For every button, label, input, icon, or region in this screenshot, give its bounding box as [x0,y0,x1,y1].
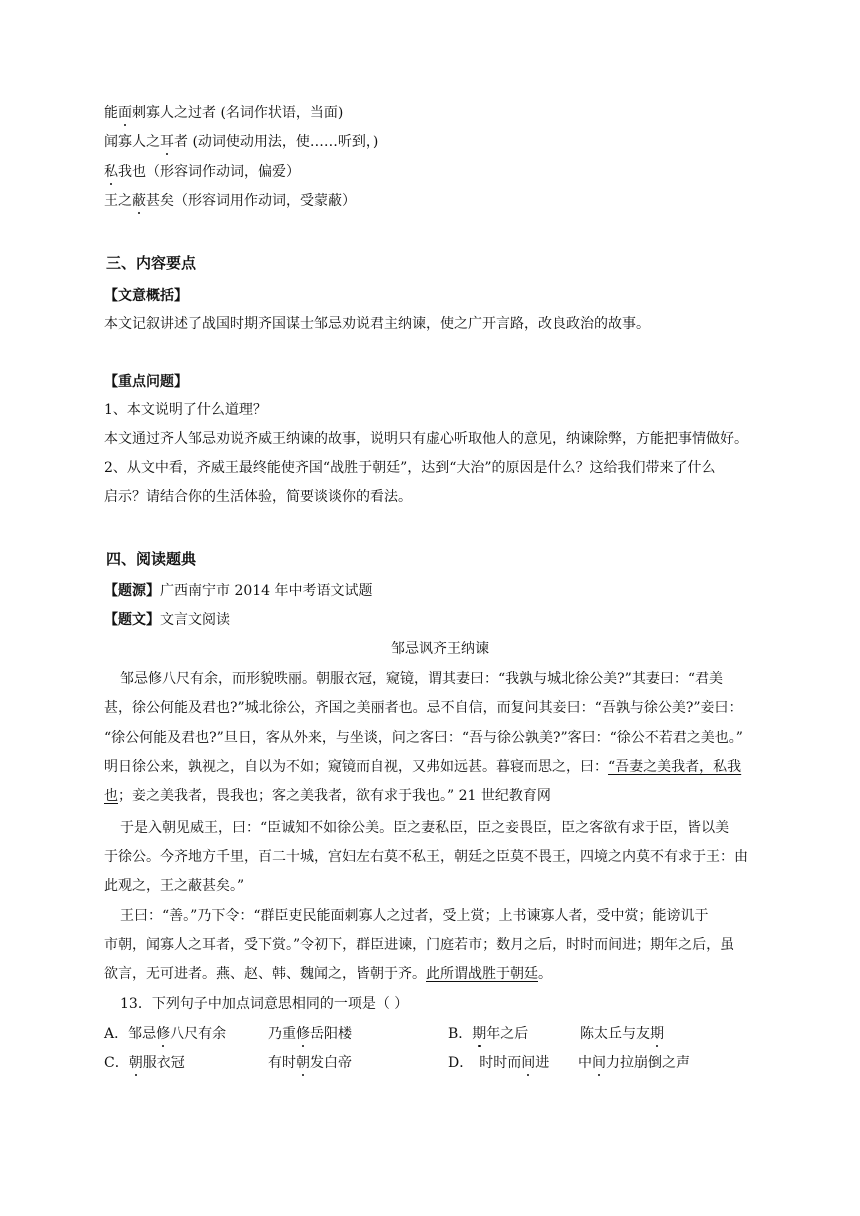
text: 能 [104,105,118,121]
key-questions-label: 【重点问题】 [104,374,188,390]
source-line [104,581,373,601]
dotted-char: 期 [472,1026,487,1042]
text: 刺寡人之过者 (名词作状语，当面) [132,105,344,121]
dotted-char: 期 [650,1026,664,1042]
passage-p3-line-2: 市朝，闻寡人之耳者，受下赏。”令初下，群臣进谏，门庭若市；数月之后，时时而间进；期年之后，虽 [104,937,735,953]
dotted-char: 蔽 [132,193,146,209]
section-4-heading: 四、阅读题典 [106,550,197,568]
text: 明日徐公来，孰视之，自以为不如；窥镜而自视，又弗如远甚。暮寝而思之，曰： [104,759,608,775]
vocab-line-4 [104,191,356,211]
option-c-second [268,1053,352,1073]
dotted-char: 修 [296,1026,310,1042]
option-b-second [580,1024,664,1044]
text: 八尺有余 [170,1026,227,1042]
text: 陈太丘与友 [580,1026,650,1042]
text-label: 【题文】 [104,612,160,628]
text: 发白帝 [310,1055,352,1071]
dotted-char: 朝 [128,1055,143,1071]
question-2-line-2: 启示？请结合你的生活体验，简要谈谈你的看法。 [104,489,412,505]
option-d-second [578,1053,690,1073]
dotted-char: 间 [592,1055,606,1071]
text: 中 [578,1055,592,1071]
dotted-char: 间 [521,1055,536,1071]
vocab-line-1 [104,103,343,123]
option-a [104,1024,226,1044]
text: 时时而 [479,1055,522,1071]
text: 我也（形容词作动词，偏爱） [118,164,300,180]
option-b [448,1024,528,1044]
option-d [448,1053,549,1073]
text: 闻寡人之 [104,134,160,150]
text-type: 文言文阅读 [160,612,230,628]
passage-p1-line-5 [104,786,551,806]
option-a-second [268,1024,352,1044]
passage-p3-line-1: 王曰：“善。”乃下令：“群臣吏民能面刺寡人之过者，受上赏；上书谏寡人者，受中赏；能谤讥于 [120,908,709,924]
option-label: B． [448,1026,473,1042]
underlined-text: 此所谓战胜于朝廷 [426,966,538,982]
dotted-char: 修 [156,1026,171,1042]
source-label: 【题源】 [104,583,160,599]
passage-p1-line-1: 邹忌修八尺有余，而形貌昳丽。朝服衣冠，窥镜，谓其妻曰：“我孰与城北徐公美?”其妻曰：“君美 [120,671,723,687]
answer-1: 本文通过齐人邹忌劝说齐威王纳谏的故事，说明只有虚心听取他人的意见，纳谏除弊，方能把事情做好。 [104,431,748,447]
passage-p1-line-4 [104,757,741,777]
option-label: A． [104,1026,129,1042]
dotted-char: 面 [118,105,132,121]
passage-p1-line-2: 甚，徐公何能及君也?”城北徐公，齐国之美丽者也。忌不自信，而复问其妾曰：“吾孰与徐公美?”妾曰： [104,700,743,716]
summary-text: 本文记叙讲述了战国时期齐国谋士邹忌劝说君主纳谏，使之广开言路，改良政治的故事。 [104,316,650,332]
text: 年之后 [486,1026,529,1042]
question-2-line-1: 2、从文中看，齐威王最终能使齐国“战胜于朝廷”，达到“大治”的原因是什么？这给我们带来了什么 [104,460,716,476]
vocab-line-3 [104,162,300,182]
text: 力拉崩倒之声 [606,1055,690,1071]
text: 欲言，无可进者。燕、赵、韩、魏闻之，皆朝于齐。 [104,966,426,982]
passage-title: 邹忌讽齐王纳谏 [391,641,489,657]
passage-p3-line-3 [104,964,552,984]
text: 者 (动词使动用法，使……听到，) [174,134,379,150]
text-type-line [104,610,230,630]
question-1: 1、本文说明了什么道理？ [104,402,267,418]
text: 甚矣（形容词用作动词，受蒙蔽） [146,193,356,209]
text: 服衣冠 [142,1055,185,1071]
text: 进 [535,1055,550,1071]
text: 有时 [268,1055,296,1071]
dotted-char: 耳 [160,134,174,150]
passage-p1-line-3: “徐公何能及君也?”旦日，客从外来，与坐谈，问之客曰：“吾与徐公孰美?”客曰：“徐公不若君之美也。” [104,730,743,746]
text: 乃重 [268,1026,296,1042]
option-label: C． [104,1055,129,1071]
source-text: 广西南宁市 2014 年中考语文试题 [160,583,373,599]
dotted-char: 私 [104,164,118,180]
text: 王之 [104,193,132,209]
summary-label: 【文意概括】 [104,288,188,304]
dotted-char: 朝 [296,1055,310,1071]
text: 岳阳楼 [310,1026,352,1042]
passage-p2-line-2: 于徐公。今齐地方千里，百二十城，宫妇左右莫不私王，朝廷之臣莫不畏王，四境之内莫不有求于王：由 [104,849,748,865]
text: ；妾之美我者，畏我也；客之美我者，欲有求于我也。” 21 世纪教育网 [118,788,551,804]
question-13-stem: 13．下列句子中加点词意思相同的一项是（ ） [120,996,409,1012]
option-label: D． [448,1055,474,1071]
option-c [104,1053,185,1073]
passage-p2-line-1: 于是入朝见威王，曰：“臣诚知不如徐公美。臣之妻私臣，臣之妾畏臣，臣之客欲有求于臣，皆以美 [120,820,730,836]
passage-p2-line-3: 此观之，王之蔽甚矣。” [104,878,245,894]
vocab-line-2 [104,132,378,152]
text: 邹忌 [128,1026,157,1042]
underlined-text: 也 [104,788,118,804]
text: 。 [538,966,552,982]
underlined-text: “吾妻之美我者，私我 [608,759,742,775]
section-3-heading: 三、内容要点 [106,254,197,272]
